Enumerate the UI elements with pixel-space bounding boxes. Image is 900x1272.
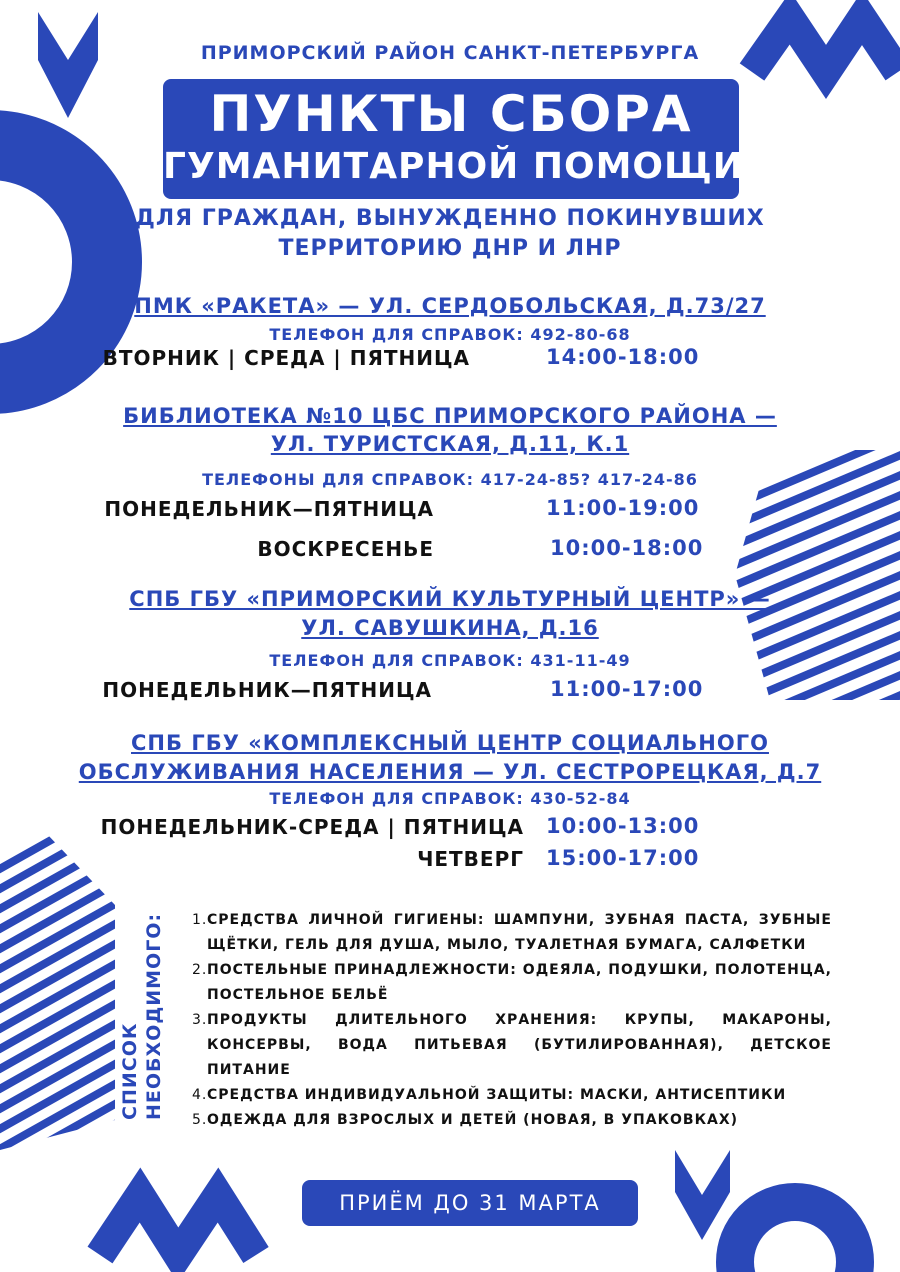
venue-title: УЛ. САВУШКИНА, Д.16 (301, 616, 599, 640)
title-line-2: ГУМАНИТАРНОЙ ПОМОЩИ (163, 146, 744, 187)
list-item-number: 2. (192, 962, 208, 978)
audience-line-1: ДЛЯ ГРАЖДАН, ВЫНУЖДЕННО ПОКИНУВШИХ (135, 206, 765, 231)
venue-phone: ТЕЛЕФОНЫ ДЛЯ СПРАВОК: 417-24-85? 417-24-86 (202, 470, 698, 489)
venue-title: ОБСЛУЖИВАНИЯ НАСЕЛЕНИЯ — УЛ. СЕСТРОРЕЦКАЯ, Д.7 (78, 760, 822, 784)
needs-list-title-line-2: НЕОБХОДИМОГО: (143, 912, 165, 1120)
list-item-text: ПРОДУКТЫ ДЛИТЕЛЬНОГО ХРАНЕНИЯ: КРУПЫ, МАКАРОНЫ, КОНСЕРВЫ, ВОДА ПИТЬЕВАЯ (БУТИЛИРОВАННАЯ), ДЕТСКОЕ ПИТАНИЕ (207, 1012, 832, 1078)
schedule-hours: 10:00-13:00 (546, 814, 700, 838)
schedule-days: ПОНЕДЕЛЬНИК-СРЕДА | ПЯТНИЦА (100, 815, 524, 839)
schedule-hours: 11:00-17:00 (550, 677, 704, 701)
venue-title: ПМК «РАКЕТА» — УЛ. СЕРДОБОЛЬСКАЯ, Д.73/27 (134, 294, 766, 318)
needs-list (192, 908, 832, 1133)
schedule-hours: 10:00-18:00 (550, 536, 704, 560)
list-item (192, 958, 832, 1008)
district-subtitle: ПРИМОРСКИЙ РАЙОН САНКТ-ПЕТЕРБУРГА (200, 42, 700, 64)
list-item-number: 1. (192, 912, 208, 928)
venue-title: СПБ ГБУ «ПРИМОРСКИЙ КУЛЬТУРНЫЙ ЦЕНТР» — (129, 587, 771, 611)
list-item-number: 3. (192, 1012, 208, 1028)
chevron-top-left (38, 12, 98, 118)
deadline-badge: ПРИЁМ ДО 31 МАРТА (302, 1180, 638, 1226)
list-item (192, 1008, 832, 1083)
audience-line-2: ТЕРРИТОРИЮ ДНР И ЛНР (278, 236, 622, 261)
ring-bottom-right (735, 1202, 855, 1272)
venue-phone: ТЕЛЕФОН ДЛЯ СПРАВОК: 430-52-84 (269, 789, 631, 808)
schedule-days: ВТОРНИК | СРЕДА | ПЯТНИЦА (102, 346, 470, 370)
schedule-hours: 11:00-19:00 (546, 496, 700, 520)
list-item (192, 908, 832, 958)
zigzag-bottom-left (100, 1195, 256, 1255)
schedule-days: ПОНЕДЕЛЬНИК—ПЯТНИЦА (102, 678, 432, 702)
schedule-days: ЧЕТВЕРГ (417, 847, 524, 871)
venue-phone: ТЕЛЕФОН ДЛЯ СПРАВОК: 492-80-68 (269, 325, 631, 344)
list-item (192, 1083, 832, 1108)
schedule-days: ВОСКРЕСЕНЬЕ (257, 537, 434, 561)
list-item-text: СРЕДСТВА ЛИЧНОЙ ГИГИЕНЫ: ШАМПУНИ, ЗУБНАЯ ПАСТА, ЗУБНЫЕ ЩЁТКИ, ГЕЛЬ ДЛЯ ДУША, МЫЛО, ТУАЛЕТНАЯ БУМАГА, САЛФЕТКИ (207, 912, 832, 953)
list-item-text: ПОСТЕЛЬНЫЕ ПРИНАДЛЕЖНОСТИ: ОДЕЯЛА, ПОДУШКИ, ПОЛОТЕНЦА, ПОСТЕЛЬНОЕ БЕЛЬЁ (207, 962, 832, 1003)
venue-title: СПБ ГБУ «КОМПЛЕКСНЫЙ ЦЕНТР СОЦИАЛЬНОГО (131, 731, 769, 755)
title-line-1: ПУНКТЫ СБОРА (209, 85, 693, 143)
venue-phone: ТЕЛЕФОН ДЛЯ СПРАВОК: 431-11-49 (269, 651, 631, 670)
list-item-text: ОДЕЖДА ДЛЯ ВЗРОСЛЫХ И ДЕТЕЙ (НОВАЯ, В УПАКОВКАХ) (207, 1112, 739, 1128)
list-item-number: 5. (192, 1112, 208, 1128)
venue-title: БИБЛИОТЕКА №10 ЦБС ПРИМОРСКОГО РАЙОНА — (123, 404, 777, 428)
list-item-number: 4. (192, 1087, 208, 1103)
list-item-text: СРЕДСТВА ИНДИВИДУАЛЬНОЙ ЗАЩИТЫ: МАСКИ, АНТИСЕПТИКИ (207, 1087, 787, 1103)
needs-list-title-line-1: СПИСОК (119, 1022, 141, 1120)
schedule-days: ПОНЕДЕЛЬНИК—ПЯТНИЦА (104, 497, 434, 521)
needs-list-title (118, 913, 166, 1120)
chevron-bottom-right (675, 1150, 730, 1240)
list-item (192, 1108, 832, 1133)
schedule-hours: 15:00-17:00 (546, 846, 700, 870)
venue-title: УЛ. ТУРИСТСКАЯ, Д.11, К.1 (270, 432, 630, 456)
schedule-hours: 14:00-18:00 (546, 345, 700, 369)
